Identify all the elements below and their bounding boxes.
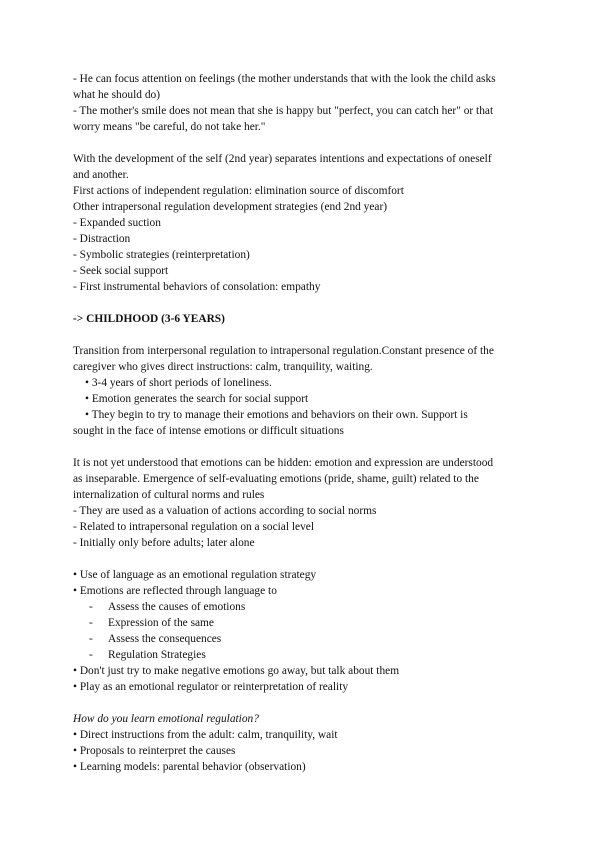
list-item: • Play as an emotional regulator or reinterpretation of reality — [73, 681, 349, 693]
text-line: First actions of independent regulation: elimination source of discomfort — [73, 185, 404, 197]
sub-list-item — [73, 647, 533, 663]
intro-section — [73, 71, 533, 135]
text-line: It is not yet understood that emotions can be hidden: emotion and expression are understood — [73, 457, 494, 469]
list-item: • Emotion generates the search for social support — [85, 393, 309, 405]
dash-marker: - — [89, 601, 93, 613]
sub-list-item-text: Assess the consequences — [108, 633, 222, 645]
text-line: internalization of cultural norms and rules — [73, 489, 265, 501]
text-line: as inseparable. Emergence of self-evaluating emotions (pride, shame, guilt) related to the — [73, 473, 479, 485]
list-item: • Don't just try to make negative emotions go away, but talk about them — [73, 665, 400, 677]
list-item: - They are used as a valuation of actions according to social norms — [73, 505, 377, 517]
hidden-emotions-section — [73, 455, 533, 551]
section-heading-childhood: -> CHILDHOOD (3-6 YEARS) — [73, 313, 225, 325]
sub-list-item-text: Regulation Strategies — [108, 649, 206, 661]
childhood-section — [73, 343, 533, 439]
text-line: worry means "be careful, do not take her." — [73, 121, 266, 133]
spacer — [73, 295, 533, 311]
spacer — [73, 439, 533, 455]
text-line: With the development of the self (2nd year) separates intentions and expectations of oneself — [73, 153, 492, 165]
list-item: - Distraction — [73, 233, 131, 245]
spacer — [73, 135, 533, 151]
spacer — [73, 695, 533, 711]
spacer — [73, 327, 533, 343]
sub-list-item — [73, 631, 533, 647]
sub-list-item — [73, 615, 533, 631]
text-line: what he should do) — [73, 89, 160, 101]
list-item: • Direct instructions from the adult: calm, tranquility, wait — [73, 729, 338, 741]
text-line: caregiver who gives direct instructions: calm, tranquility, waiting. — [73, 361, 373, 373]
dash-marker: - — [89, 649, 93, 661]
text-line: and another. — [73, 169, 129, 181]
sub-list-item-text: Expression of the same — [108, 617, 214, 629]
self-development-section — [73, 151, 533, 295]
language-section — [73, 567, 533, 695]
list-item: • Use of language as an emotional regulation strategy — [73, 569, 317, 581]
list-item: • They begin to try to manage their emotions and behaviors on their own. Support is — [85, 409, 468, 421]
text-line: - The mother's smile does not mean that she is happy but "perfect, you can catch her" or that — [73, 105, 494, 117]
list-item: - Expanded suction — [73, 217, 161, 229]
section-question: How do you learn emotional regulation? — [73, 713, 259, 725]
list-item: • 3-4 years of short periods of loneliness. — [85, 377, 272, 389]
list-item: - Symbolic strategies (reinterpretation) — [73, 249, 250, 261]
list-item: - Related to intrapersonal regulation on a social level — [73, 521, 315, 533]
text-line: - He can focus attention on feelings (the mother understands that with the look the child asks — [73, 73, 496, 85]
dash-marker: - — [89, 633, 93, 645]
text-line: Other intrapersonal regulation development strategies (end 2nd year) — [73, 201, 388, 213]
document-page — [73, 71, 533, 775]
dash-marker: - — [89, 617, 93, 629]
list-item: • Learning models: parental behavior (observation) — [73, 761, 306, 773]
list-item-continuation: sought in the face of intense emotions or difficult situations — [73, 425, 344, 437]
list-item: • Proposals to reinterpret the causes — [73, 745, 236, 757]
learning-section — [73, 711, 533, 775]
list-item: • Emotions are reflected through language to — [73, 585, 277, 597]
text-line: Transition from interpersonal regulation to intrapersonal regulation.Constant presence of the — [73, 345, 494, 357]
sub-list-item — [73, 599, 533, 615]
spacer — [73, 551, 533, 567]
list-item: - Seek social support — [73, 265, 169, 277]
list-item: - Initially only before adults; later alone — [73, 537, 255, 549]
list-item: - First instrumental behaviors of consolation: empathy — [73, 281, 321, 293]
sub-list-item-text: Assess the causes of emotions — [108, 601, 246, 613]
